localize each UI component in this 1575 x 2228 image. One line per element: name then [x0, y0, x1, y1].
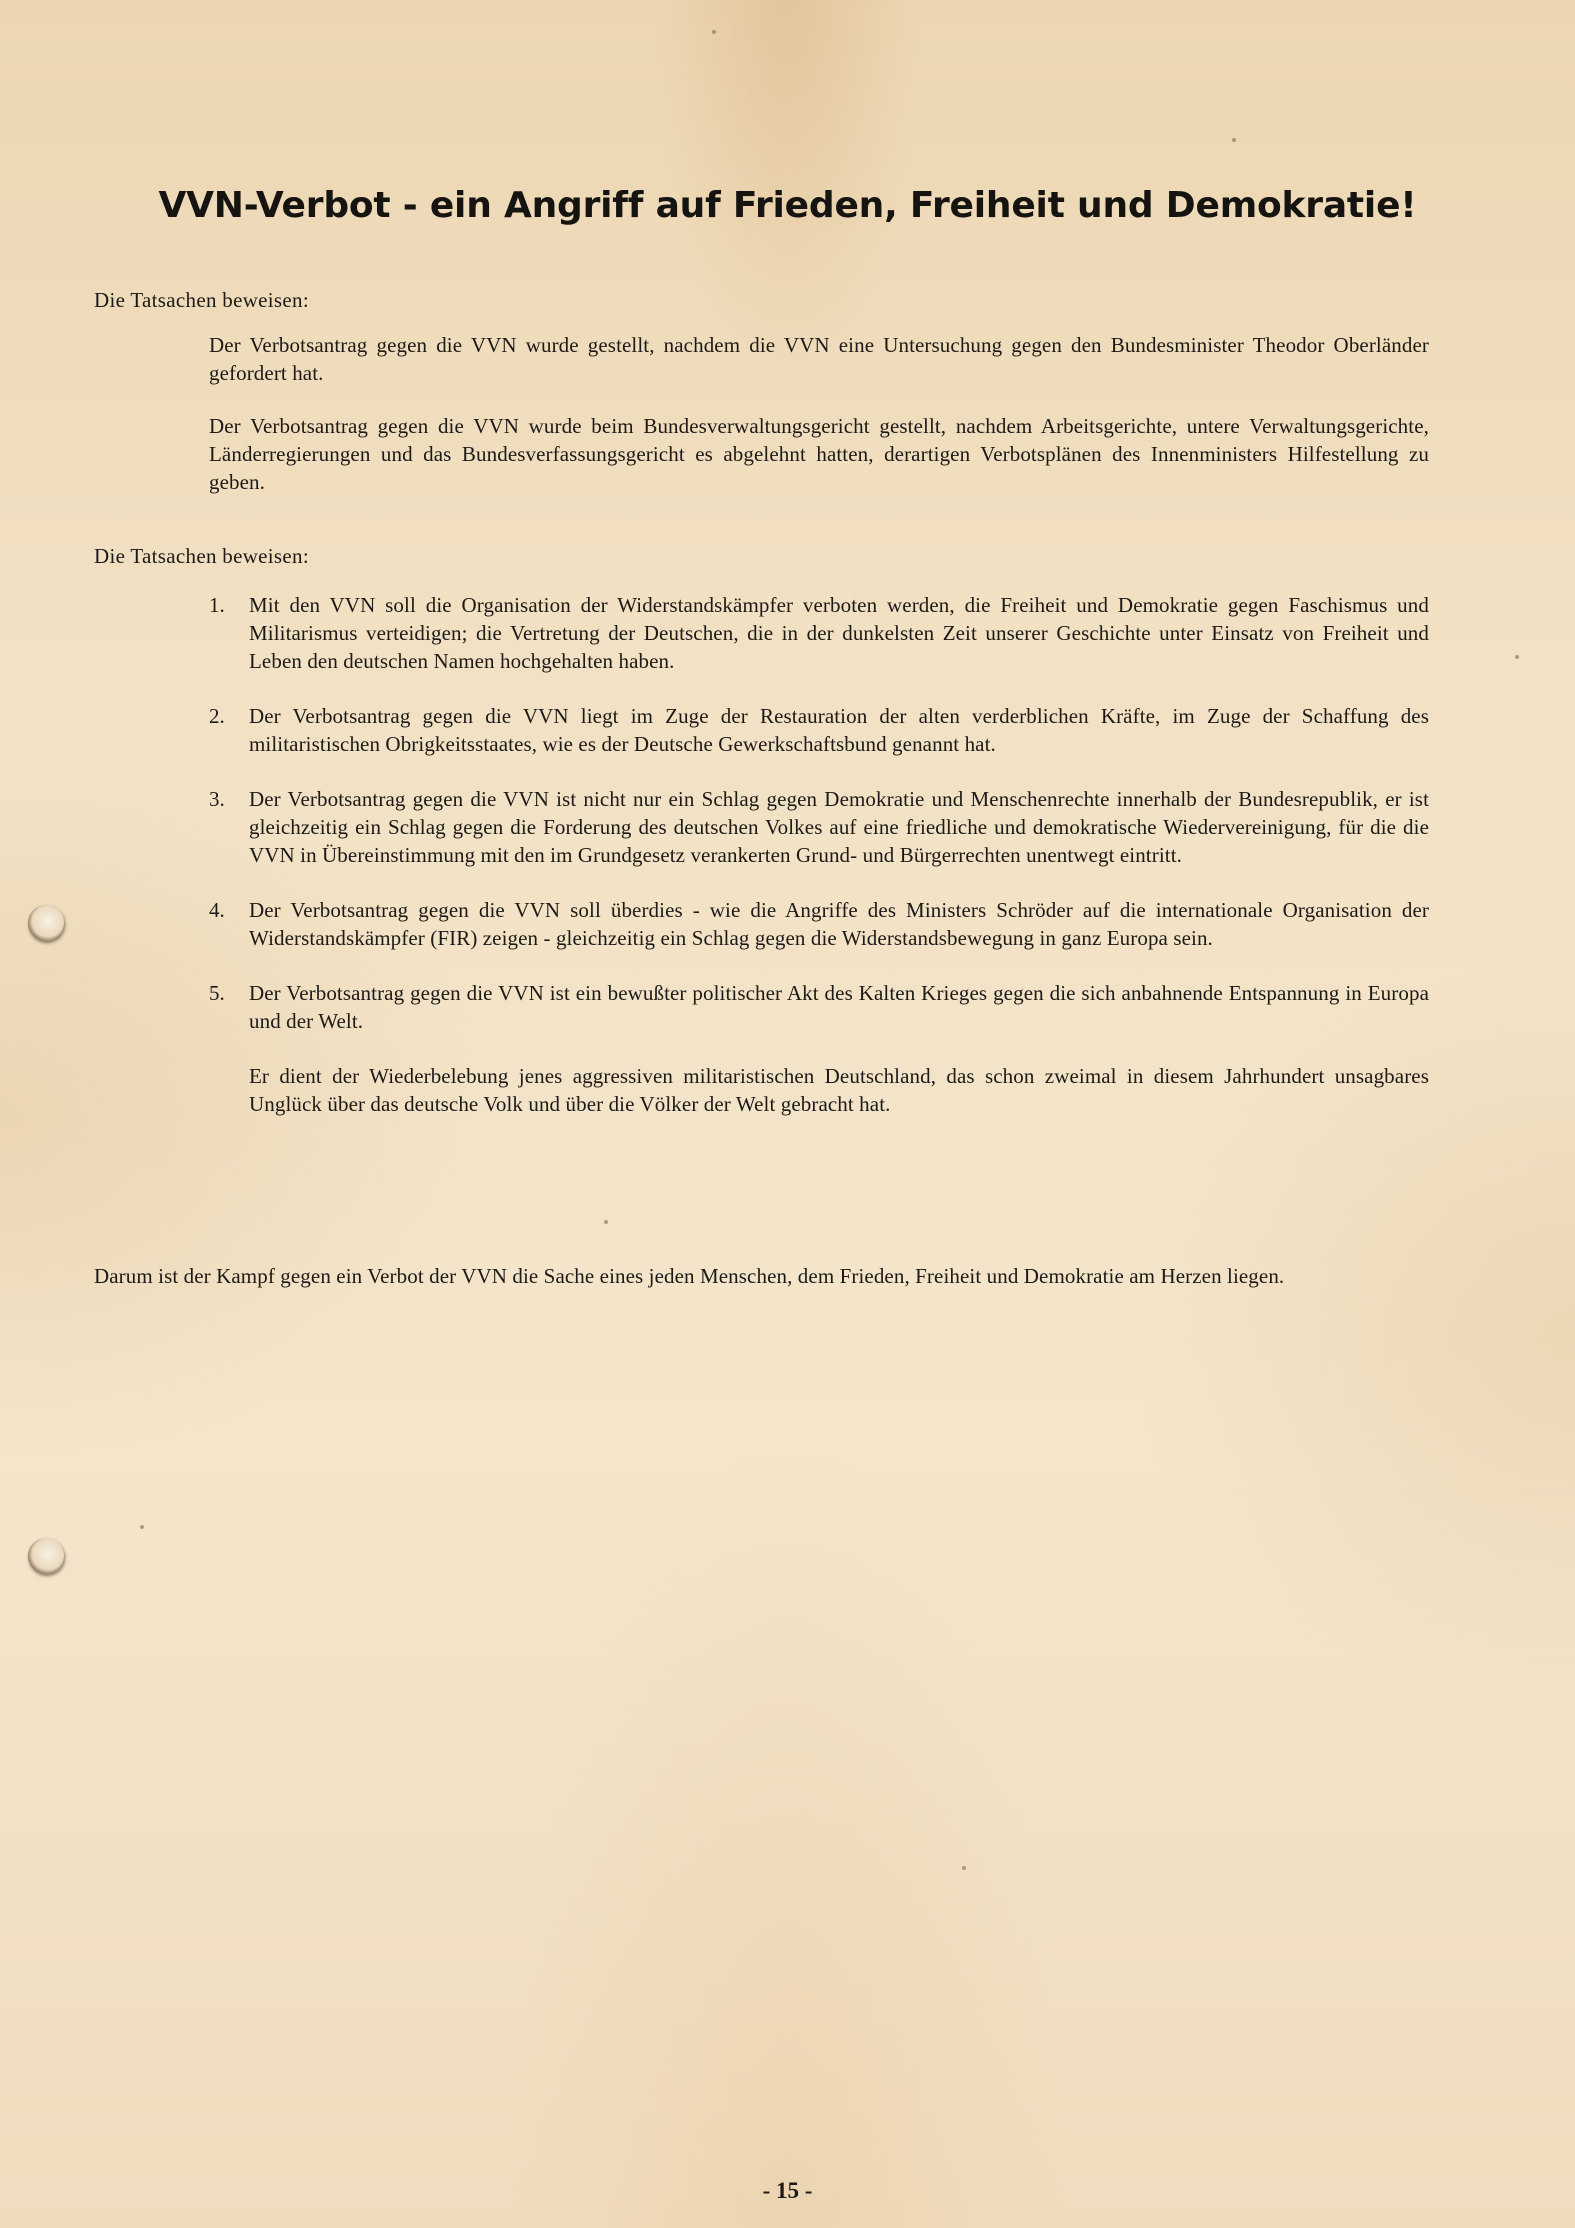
punch-hole-bottom [28, 1538, 64, 1574]
point-text: Der Verbotsantrag gegen die VVN liegt im Zuge der Restauration der alten verderblichen Kräfte, im Zuge der Schaffung des militaristischen Obrigkeitsstaates, wie es der Deutsche Gewerkschaftsbund genannt hat. [249, 704, 1429, 756]
section-1-body [209, 331, 1429, 496]
numbered-points-list [209, 591, 1429, 1145]
point-number: 5. [209, 981, 225, 1005]
paper-speck [1232, 138, 1236, 142]
paper-speck [604, 1220, 608, 1224]
point-number: 3. [209, 787, 225, 811]
list-item [209, 785, 1429, 869]
point-number: 2. [209, 704, 225, 728]
paper-speck [1515, 655, 1519, 659]
section-2-lead: Die Tatsachen beweisen: [94, 544, 309, 568]
point-number: 4. [209, 898, 225, 922]
point-number: 1. [209, 593, 225, 617]
list-item [209, 591, 1429, 675]
point-continuation: Er dient der Wiederbelebung jenes aggressiven militaristischen Deutschland, das schon zweimal in diesem Jahrhundert unsagbares Unglück über das deutsche Volk und über die Völker der Welt gebracht hat. [249, 1064, 1429, 1116]
paper-speck [962, 1866, 966, 1870]
document-title: VVN-Verbot - ein Angriff auf Frieden, Freiheit und Demokratie! [158, 185, 1417, 226]
section-1-paragraph-1: Der Verbotsantrag gegen die VVN wurde gestellt, nachdem die VVN eine Untersuchung gegen den Bundesminister Theodor Oberländer gefordert hat. [209, 333, 1429, 385]
point-text: Der Verbotsantrag gegen die VVN ist ein bewußter politischer Akt des Kalten Krieges gegen die sich anbahnende Entspannung in Europa und der Welt. [249, 981, 1429, 1033]
section-1-lead: Die Tatsachen beweisen: [94, 288, 309, 312]
page-number: - 15 - [762, 2178, 813, 2203]
paper-speck [140, 1525, 144, 1529]
list-item [209, 702, 1429, 758]
list-item [209, 979, 1429, 1118]
punch-hole-top [28, 905, 64, 941]
list-item [209, 896, 1429, 952]
paper-speck [712, 30, 716, 34]
point-text: Mit den VVN soll die Organisation der Widerstandskämpfer verboten werden, die Freiheit und Demokratie gegen Faschismus und Militarismus verteidigen; die Vertretung der Deutschen, die in der dunkelsten Zeit unserer Geschichte unter Einsatz von Freiheit und Leben den deutschen Namen hochgehalten haben. [249, 593, 1429, 673]
closing-paragraph: Darum ist der Kampf gegen ein Verbot der VVN die Sache eines jeden Menschen, dem Frieden, Freiheit und Demokratie am Herzen liegen. [94, 1264, 1285, 1288]
point-text: Der Verbotsantrag gegen die VVN soll überdies - wie die Angriffe des Ministers Schröder auf die internationale Organisation der Widerstandskämpfer (FIR) zeigen - gleichzeitig ein Schlag gegen die Widerstandsbewegung in ganz Europa sein. [249, 898, 1429, 950]
section-1-paragraph-2: Der Verbotsantrag gegen die VVN wurde beim Bundesverwaltungsgericht gestellt, nachdem Arbeitsgerichte, untere Verwaltungsgerichte, Länderregierungen und das Bundesverfassungsgericht es abgelehnt hatten, derartigen Verbotsplänen des Innenministers Hilfestellung zu geben. [209, 414, 1429, 494]
point-text: Der Verbotsantrag gegen die VVN ist nicht nur ein Schlag gegen Demokratie und Menschenrechte innerhalb der Bundesrepublik, er ist gleichzeitig ein Schlag gegen die Forderung des deutschen Volkes auf eine friedliche und demokratische Wiedervereinigung, für die die VVN in Übereinstimmung mit den im Grundgesetz verankerten Grund- und Bürgerrechten unentwegt eintritt. [249, 787, 1429, 867]
